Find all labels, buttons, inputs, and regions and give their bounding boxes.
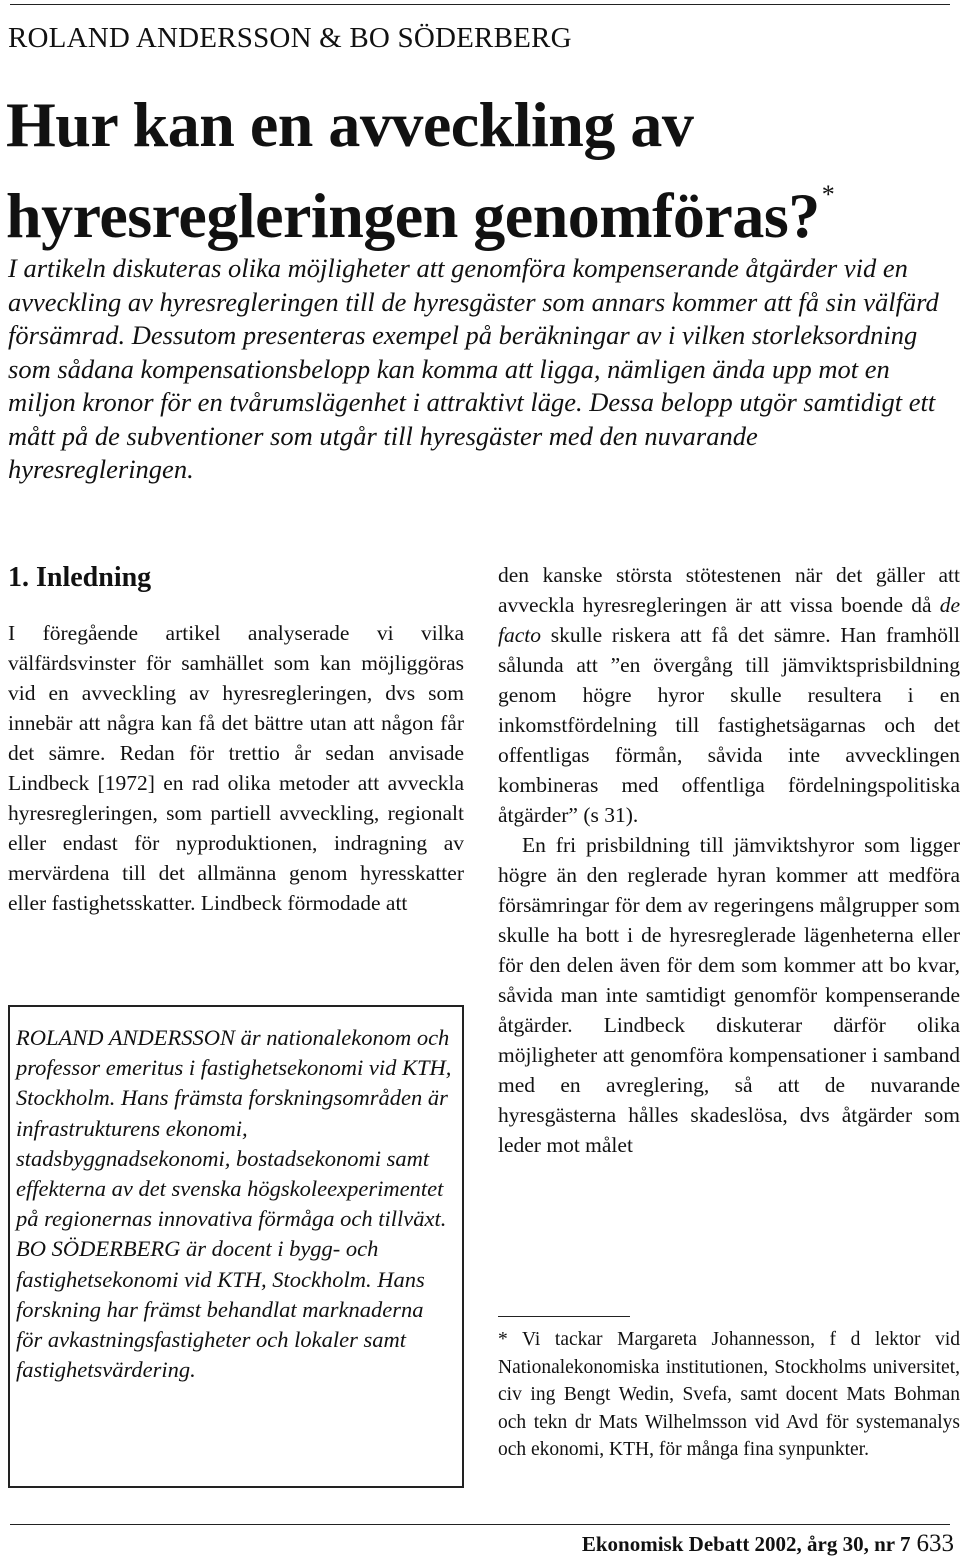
footnote: * Vi tackar Margareta Johannesson, f d lektor vid Nationalekonomiska institutionen, Stockholms universitet, civ ing Bengt Wedin, Svefa, samt docent Mats Bohman och tekn dr Mats Wilhelmsson vid Avd för systemanalys och ekonomi, KTH, för många fina synpunkter. [498,1329,960,1460]
article-title-text: Hur kan en avveckling av hyresregleringen genomföras? [6,89,820,251]
italic-term: de facto [498,593,960,647]
body-text: skulle riskera att få det sämre. Han framhöll sålunda att ”en övergång till jämviktsprisbildning genom högre hyror skulle resultera i en inkomstfördelning till fastighetsägarnas och det offentligas förmån, såvida inte avvecklingen kombineras med offentliga fördelningspolitiska åtgärder” (s 31). [498,623,960,827]
bio-andersson: ROLAND ANDERSSON är nationalekonom och professor emeritus i fastighetsekonomi vid KTH, Stockholm. Hans främsta forskningsområden är infrastrukturens ekonomi, stadsbyggnadsekonomi, bostadsekonomi samt effekterna av det svenska högskoleexperimentet på regionernas innovativa förmåga och tillväxt. [16,1025,452,1232]
page-number: 633 [916,1530,954,1557]
footer-rule [10,1524,950,1525]
author-bio-box [8,1005,464,1488]
title-footnote-marker: * [821,180,835,209]
body-text: den kanske största stötestenen när det gäller att avveckla hyresregleringen är att vissa boende då [498,563,960,617]
footnote-rule [498,1316,630,1317]
journal-citation: Ekonomisk Debatt 2002, årg 30, nr 7 [581,1532,911,1556]
article-title [6,90,946,251]
page-footer [582,1530,954,1558]
abstract: I artikeln diskuteras olika möjligheter att genomföra kompenserande åtgärder vid en avveckling av hyresregleringen till de hyresgäster som annars kommer att få sin välfärd försämrad. Dessutom presenteras exempel på beräkningar av i vilken storleksordning som sådana kompensationsbelopp kan komma att ligga, nämligen ända upp mot en miljon kronor för en tvårumslägenhet i attraktivt läge. Dessa belopp utgör samtidigt ett mått på de subventioner som utgår till hyresgäster med den nuvarande hyresregleringen. [8,253,939,484]
top-rule [10,4,950,5]
author-line: ROLAND ANDERSSON & BO SÖDERBERG [8,22,572,54]
left-column [8,560,464,918]
bio-soderberg: BO SÖDERBERG är docent i bygg- och fastighetsekonomi vid KTH, Stockholm. Hans forskning har främst behandlat marknaderna för avkastningsfastigheter och lokaler samt fastighetsvärdering. [16,1236,425,1383]
body-paragraph-right-2: En fri prisbildning till jämviktshyror som ligger högre än den reglerade hyran kommer att medföra försämringar för dem av regeringens målgrupper som skulle ha bott i de hyresreglerade lägenheterna eller för den delen även för dem som kommer att bo kvar, såvida man inte samtidigt genomför kompenserande åtgärder. Lindbeck diskuterar därför olika möjligheter att genomföra kompensationer i samband med en avreglering, så att de nuvarande hyresgästerna hålles skadeslösa, dvs åtgärder som leder mot målet [498,833,960,1157]
body-paragraph-left: I föregående artikel analyserade vi vilka välfärdsvinster för samhället som kan möjliggöras vid en avveckling av hyresregleringen, dvs som innebär att några kan få det bättre utan att någon får det sämre. Redan för trettio år sedan anvisade Lindbeck [1972] en rad olika metoder att avveckla hyresregleringen, som partiell avveckling, regionalt eller endast för nyproduktionen, indragning av mervärdena till det allmänna genom hyresskatter eller fastighetsskatter. Lindbeck förmodade att [8,621,464,915]
body-paragraph-right-1 [498,560,960,830]
right-column [498,560,960,1160]
section-heading: 1. Inledning [8,562,152,593]
